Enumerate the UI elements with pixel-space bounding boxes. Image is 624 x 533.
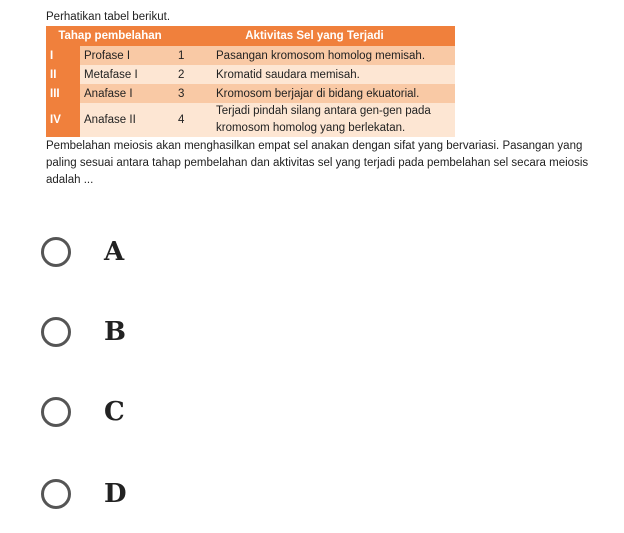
header-activity: Aktivitas Sel yang Terjadi [174, 26, 455, 46]
header-phase: Tahap pembelahan [46, 26, 174, 46]
option-d[interactable] [41, 479, 127, 509]
row-number: 2 [174, 65, 212, 84]
table-row [46, 46, 455, 65]
radio-button-b[interactable] [41, 317, 71, 347]
option-label-b[interactable]: B [104, 317, 126, 347]
radio-button-c[interactable] [41, 397, 71, 427]
meiosis-table [46, 26, 455, 137]
table-row [46, 84, 455, 103]
row-phase: Metafase I [80, 65, 174, 84]
row-number: 3 [174, 84, 212, 103]
radio-button-d[interactable] [41, 479, 71, 509]
row-phase: Anafase I [80, 84, 174, 103]
question-text: Pembelahan meiosis akan menghasilkan empat sel anakan dengan sifat yang bervariasi. Pasangan yang paling sesuai antara tahap pembelahan dan aktivitas sel yang terjadi pada pembelahan sel secara meiosis adalah ... [46, 140, 589, 186]
row-roman: II [46, 65, 80, 84]
option-b[interactable] [41, 317, 126, 347]
table-row [46, 103, 455, 137]
option-label-d[interactable]: D [104, 479, 127, 509]
option-c[interactable] [41, 397, 125, 427]
row-activity: Kromosom berjajar di bidang ekuatorial. [212, 84, 455, 103]
radio-button-a[interactable] [41, 237, 71, 267]
row-activity: Kromatid saudara memisah. [212, 65, 455, 84]
option-a[interactable] [41, 237, 124, 267]
row-number: 1 [174, 46, 212, 65]
option-label-a[interactable]: A [104, 237, 125, 267]
question-intro: Perhatikan tabel berikut. [46, 11, 171, 23]
table-header-row [46, 26, 455, 46]
row-phase: Profase I [80, 46, 174, 65]
row-activity: Pasangan kromosom homolog memisah. [212, 46, 455, 65]
row-roman: IV [46, 103, 80, 137]
row-roman: I [46, 46, 80, 65]
row-phase: Anafase II [80, 103, 174, 137]
row-activity: Terjadi pindah silang antara gen-gen pada kromosom homolog yang berlekatan. [212, 103, 455, 137]
row-number: 4 [174, 103, 212, 137]
question-block [46, 11, 606, 189]
table-row [46, 65, 455, 84]
option-label-c[interactable]: C [104, 397, 125, 427]
row-roman: III [46, 84, 80, 103]
